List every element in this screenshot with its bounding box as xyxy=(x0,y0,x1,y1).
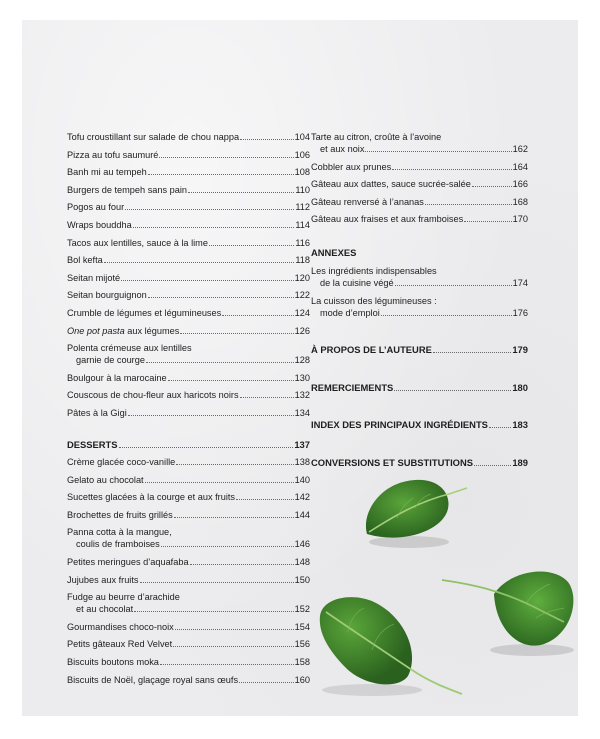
section-heading-annexes: ANNEXES xyxy=(311,246,357,258)
toc-entry: Pogos au four 112 xyxy=(67,202,310,213)
spinach-leaf-icon xyxy=(357,472,477,552)
toc-entry: Petits gâteaux Red Velvet 156 xyxy=(67,639,310,650)
toc-entry: Gelato au chocolat 140 xyxy=(67,474,310,485)
section-heading-acknowledgements: REMERCIEMENTS 180 xyxy=(311,381,528,393)
toc-entry: Seitan bourguignon 122 xyxy=(67,290,310,301)
toc-entry: Gâteau aux dattes, sauce sucrée-salée 166 xyxy=(311,179,528,190)
toc-entry: Couscous de chou-fleur aux haricots noirs 132 xyxy=(67,390,310,401)
toc-entry: Boulgour à la marocaine 130 xyxy=(67,372,310,383)
toc-entry: Burgers de tempeh sans pain 110 xyxy=(67,184,310,195)
toc-entry: Gâteau renversé à l’ananas 168 xyxy=(311,196,528,207)
toc-entry: Tarte au citron, croûte à l’avoine et aux noix 162 xyxy=(311,132,528,154)
toc-entry: La cuisson des légumineuses : mode d’emploi 176 xyxy=(311,295,528,318)
toc-entry: Banh mi au tempeh 108 xyxy=(67,167,310,178)
toc-entry: Tofu croustillant sur salade de chou nappa 104 xyxy=(67,132,310,142)
toc-entry: Biscuits de Noël, glaçage royal sans œufs 160 xyxy=(67,674,310,685)
book-page xyxy=(22,20,578,716)
toc-entry: Fudge au beurre d’arachide et au chocolat 152 xyxy=(67,592,310,615)
toc-left-column xyxy=(67,131,310,691)
section-heading-desserts: DESSERTS 137 xyxy=(67,438,310,450)
toc-entry: Bol kefta 118 xyxy=(67,255,310,266)
toc-entry: Petites meringues d’aquafaba 148 xyxy=(67,557,310,568)
toc-entry: Les ingrédients indispensables de la cuisine végé 174 xyxy=(311,265,528,288)
section-heading-about-author: À PROPOS DE L’AUTEURE 179 xyxy=(311,344,528,356)
toc-right-column xyxy=(311,131,528,475)
section-heading-ingredient-index: INDEX DES PRINCIPAUX INGRÉDIENTS 183 xyxy=(311,419,528,431)
toc-entry: Tacos aux lentilles, sauce à la lime 116 xyxy=(67,237,310,248)
toc-entry: Biscuits boutons moka 158 xyxy=(67,657,310,668)
toc-entry: Brochettes de fruits grillés 144 xyxy=(67,509,310,520)
toc-entry: Seitan mijoté 120 xyxy=(67,272,310,283)
toc-entry: Wraps bouddha 114 xyxy=(67,219,310,230)
toc-entry: Pizza au tofu saumuré 106 xyxy=(67,149,310,160)
toc-entry: Cobbler aux prunes 164 xyxy=(311,161,528,172)
toc-entry: Sucettes glacées à la courge et aux fruits 142 xyxy=(67,492,310,503)
toc-entry: Gourmandises choco-noix 154 xyxy=(67,621,310,632)
toc-entry: Jujubes aux fruits 150 xyxy=(67,574,310,585)
toc-entry: Crème glacée coco-vanille 138 xyxy=(67,457,310,468)
section-heading-conversions: CONVERSIONS ET SUBSTITUTIONS 189 xyxy=(311,456,528,468)
toc-entry: Gâteau aux fraises et aux framboises 170 xyxy=(311,214,528,225)
toc-entry: Polenta crémeuse aux lentilles garnie de courge 128 xyxy=(67,343,310,366)
spinach-leaf-icon xyxy=(312,590,472,700)
toc-entry: Panna cotta à la mangue, coulis de framboises 146 xyxy=(67,527,310,550)
toc-entry: Crumble de légumes et légumineuses 124 xyxy=(67,307,310,318)
toc-entry: One pot pasta aux légumes 126 xyxy=(67,325,310,336)
toc-entry: Pâtes à la Gigi 134 xyxy=(67,407,310,418)
